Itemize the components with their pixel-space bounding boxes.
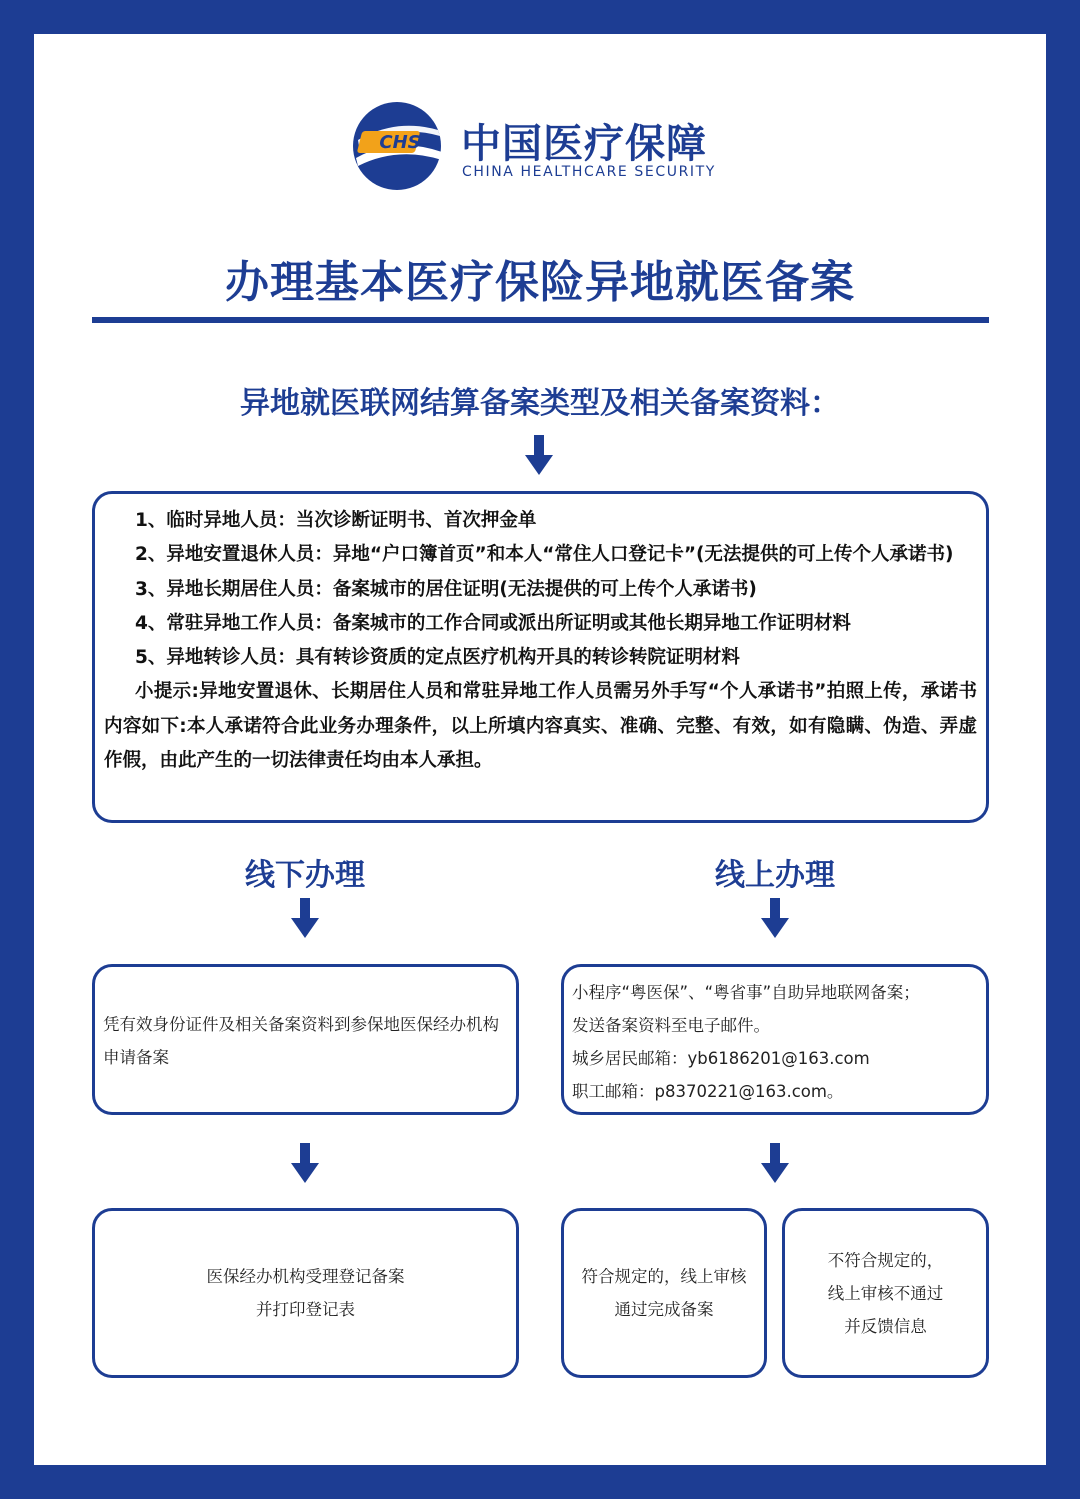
requirement-item-5: 5、异地转诊人员：具有转诊资质的定点医疗机构开具的转诊转院证明材料 (135, 647, 740, 669)
offline-step-2-box (92, 1208, 519, 1378)
offline-heading: 线下办理 (245, 858, 365, 893)
online-step-1-box (561, 964, 989, 1115)
down-arrow-icon (761, 1143, 789, 1183)
online-fail-line-1: 不符合规定的， (827, 1250, 944, 1270)
requirement-item-1: 1、临时异地人员：当次诊断证明书、首次押金单 (135, 510, 537, 531)
online-fail-box (782, 1208, 989, 1378)
section-subtitle: 异地就医联网结算备案类型及相关备案资料： (240, 386, 840, 421)
title-divider (92, 317, 989, 323)
online-pass-line-2: 通过完成备案 (614, 1300, 714, 1319)
online-step-1-line-2: 发送备案资料至电子邮件。 (572, 1016, 770, 1035)
page-title: 办理基本医疗保险异地就医备案 (225, 257, 855, 308)
requirement-item-2: 2、异地安置退休人员：异地“户口簿首页”和本人“常住人口登记卡”(无法提供的可上传个人承诺书) (135, 544, 954, 566)
online-fail-line-3: 并反馈信息 (844, 1316, 927, 1336)
requirement-item-3: 3、异地长期居住人员：备案城市的居住证明(无法提供的可上传个人承诺书) (135, 578, 757, 600)
resident-email: 城乡居民邮箱：yb6186201@163.com (572, 1049, 870, 1068)
logo-name-en: CHINA HEALTHCARE SECURITY (462, 164, 716, 180)
down-arrow-icon (291, 898, 319, 938)
requirement-item-4: 4、常驻异地工作人员：备案城市的工作合同或派出所证明或其他长期异地工作证明材料 (135, 612, 851, 634)
employee-email: 职工邮箱：p8370221@163.com。 (572, 1082, 844, 1101)
offline-step-1-box (92, 964, 519, 1115)
offline-step-2-line-2: 并打印登记表 (256, 1300, 355, 1319)
online-pass-line-1: 符合规定的，线上审核 (581, 1267, 747, 1286)
online-heading: 线上办理 (715, 858, 835, 893)
down-arrow-icon (291, 1143, 319, 1183)
online-fail-line-2: 线上审核不通过 (827, 1283, 944, 1303)
down-arrow-icon (525, 435, 553, 475)
down-arrow-icon (761, 898, 789, 938)
requirements-box (92, 491, 989, 823)
online-step-1-line-1: 小程序“粤医保”、“粤省事”自助异地联网备案； (572, 983, 920, 1002)
logo-name-cn: 中国医疗保障 (461, 121, 707, 167)
chs-logo-icon (350, 100, 446, 192)
offline-step-1-text: 凭有效身份证件及相关备案资料到参保地医保经办机构申请备案 (103, 1015, 499, 1067)
logo-mark-text: CHS (379, 132, 421, 153)
online-pass-box (561, 1208, 767, 1378)
offline-step-2-line-1: 医保经办机构受理登记备案 (206, 1267, 405, 1286)
requirement-tip: 小提示:异地安置退休、长期居住人员和常驻异地工作人员需另外手写“个人承诺书”拍照上传，承诺书内容如下:本人承诺符合此业务办理条件，以上所填内容真实、准确、完整、有效，如有隐瞒、伪造、弄虚作假，由此产生的一切法律责任均由本人承担。 (104, 681, 977, 772)
